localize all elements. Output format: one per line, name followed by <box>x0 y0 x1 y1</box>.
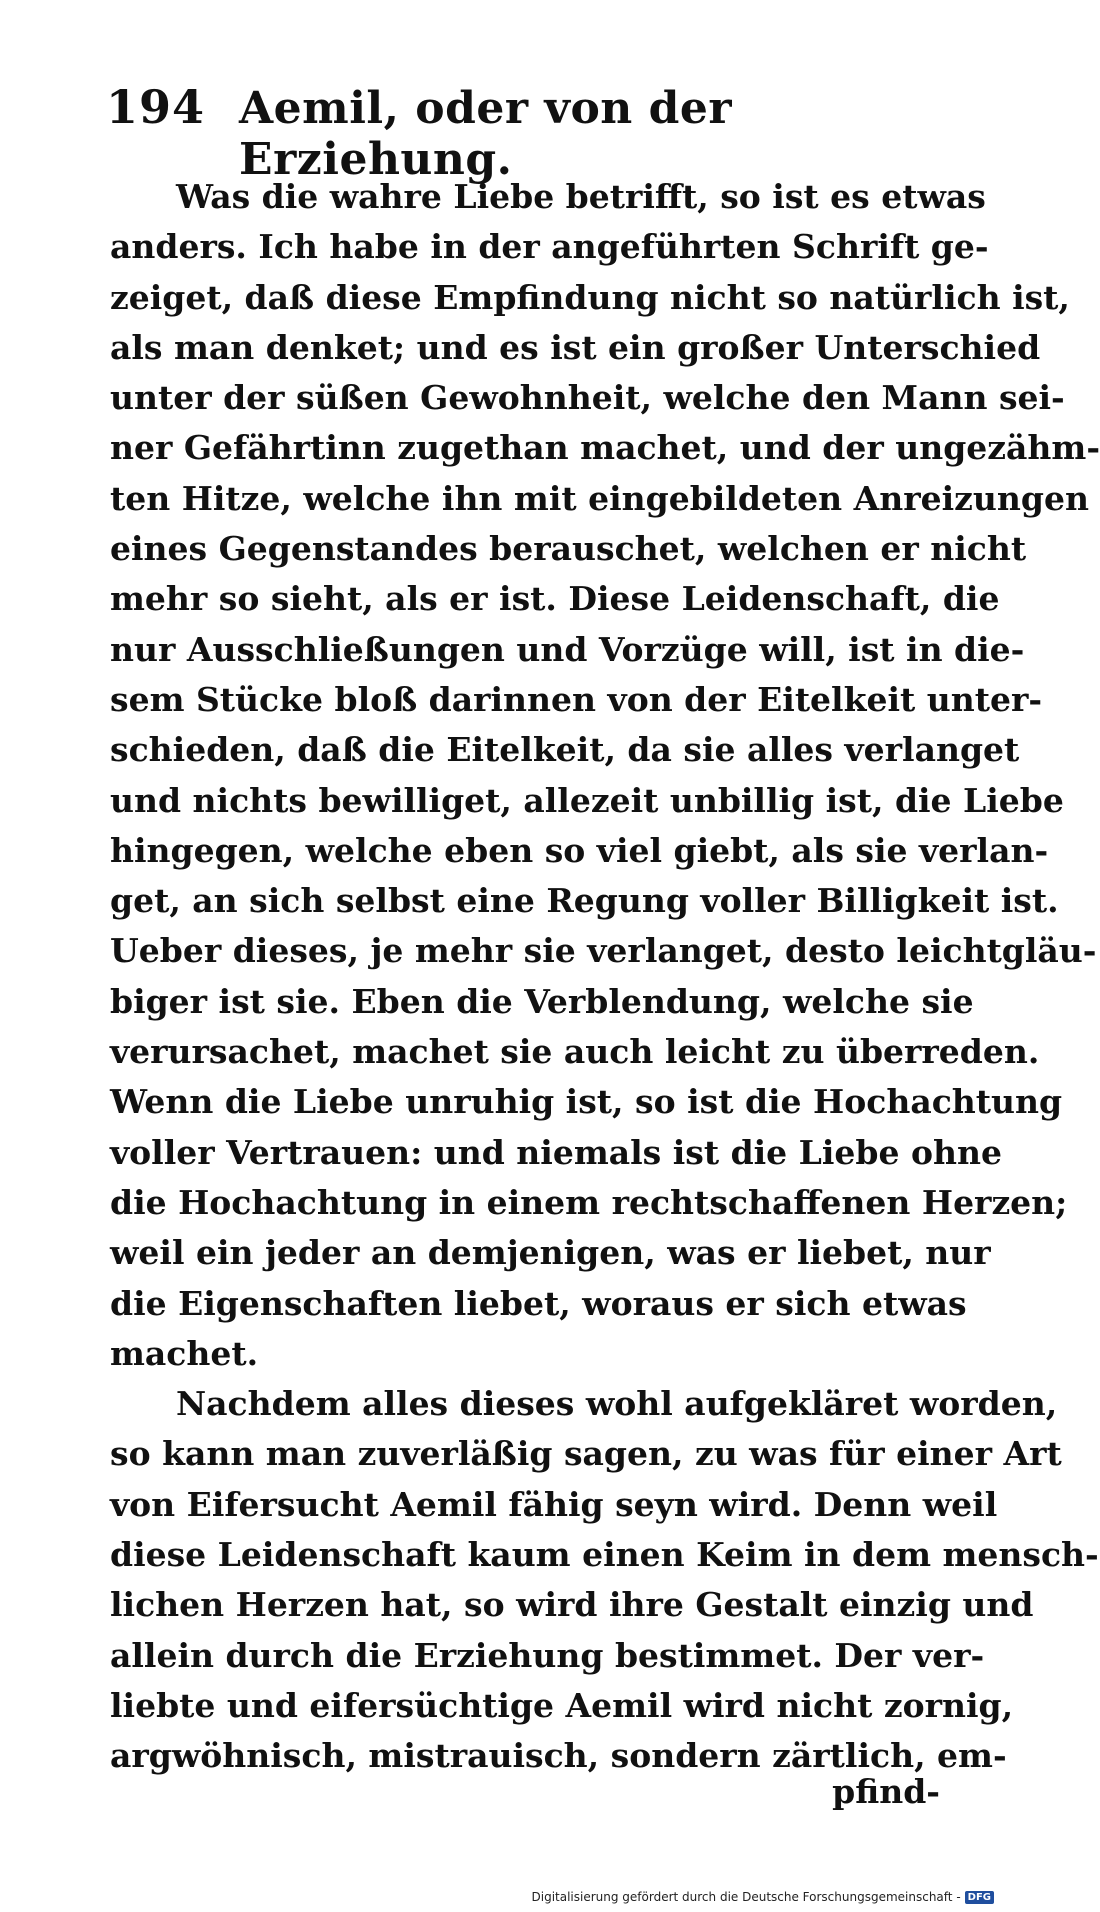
text-line: eines Gegenstandes berauschet, welchen er nicht <box>110 529 1027 569</box>
text-line: verursachet, machet sie auch leicht zu überreden. <box>110 1032 1040 1072</box>
text-line: Ueber dieses, je mehr sie verlanget, desto leichtgläu- <box>110 931 1097 971</box>
text-line: die Eigenschaften liebet, woraus er sich etwas <box>110 1283 967 1323</box>
text-line: und nichts bewilliget, allezeit unbillig ist, die Liebe <box>110 780 1064 820</box>
text-line: so kann man zuverläßig sagen, zu was für einer Art <box>110 1434 1062 1474</box>
credit-text: Digitalisierung gefördert durch die Deutsche Forschungsgemeinschaft - <box>531 1890 961 1904</box>
text-line: ten Hitze, welche ihn mit eingebildeten Anreizungen <box>110 478 1089 518</box>
text-line: sem Stücke bloß darinnen von der Eitelkeit unter- <box>110 679 1043 719</box>
text-line: ner Gefährtinn zugethan machet, und der ungezähm- <box>110 428 1100 468</box>
text-line: voller Vertrauen: und niemals ist die Liebe ohne <box>110 1132 1002 1172</box>
text-line: von Eifersucht Aemil fähig seyn wird. Denn weil <box>110 1484 998 1524</box>
text-line: liebte und eifersüchtige Aemil wird nicht zornig, <box>110 1685 1014 1725</box>
text-line: nur Ausschließungen und Vorzüge will, ist in die- <box>110 629 1025 669</box>
text-line: schieden, daß die Eitelkeit, da sie alles verlanget <box>110 730 1020 770</box>
text-line: Wenn die Liebe unruhig ist, so ist die Hochachtung <box>110 1082 1063 1122</box>
text-line: Nachdem alles dieses wohl aufgekläret worden, <box>176 1384 1058 1424</box>
running-title: Aemil, oder von der Erziehung. <box>239 83 733 185</box>
dfg-logo: DFG <box>965 1891 994 1904</box>
text-line: weil ein jeder an demjenigen, was er liebet, nur <box>110 1233 991 1273</box>
text-line: mehr so sieht, als er ist. Diese Leidenschaft, die <box>110 579 1000 619</box>
text-line: die Hochachtung in einem rechtschaffenen Herzen; <box>110 1182 1068 1222</box>
paragraphs <box>110 172 1100 1782</box>
text-line: lichen Herzen hat, so wird ihre Gestalt einzig und <box>110 1585 1034 1625</box>
text-line: argwöhnisch, mistrauisch, sondern zärtlich, em- <box>110 1736 1007 1776</box>
digitization-credit <box>532 1886 995 1908</box>
text-line: machet. <box>110 1333 259 1373</box>
text-line: allein durch die Erziehung bestimmet. Der ver- <box>110 1635 985 1675</box>
text-line: unter der süßen Gewohnheit, welche den Mann sei- <box>110 378 1065 418</box>
text-line: zeiget, daß diese Empfindung nicht so natürlich ist, <box>110 277 1070 317</box>
text-line: Was die wahre Liebe betrifft, so ist es etwas <box>176 177 986 216</box>
text-line: als man denket; und es ist ein großer Unterschied <box>110 327 1041 367</box>
running-header <box>106 80 926 185</box>
text-line: hingegen, welche eben so viel giebt, als sie verlan- <box>110 830 1049 870</box>
page-number: 194 <box>106 80 206 134</box>
text-line: anders. Ich habe in der angeführten Schrift ge- <box>110 227 989 267</box>
text-line: diese Leidenschaft kaum einen Keim in dem mensch- <box>110 1535 1099 1575</box>
text-line: biger ist sie. Eben die Verblendung, welche sie <box>110 981 974 1021</box>
text-line: get, an sich selbst eine Regung voller Billigkeit ist. <box>110 881 1059 921</box>
body-text <box>110 172 1100 1782</box>
catchword: pfind- <box>832 1772 940 1811</box>
